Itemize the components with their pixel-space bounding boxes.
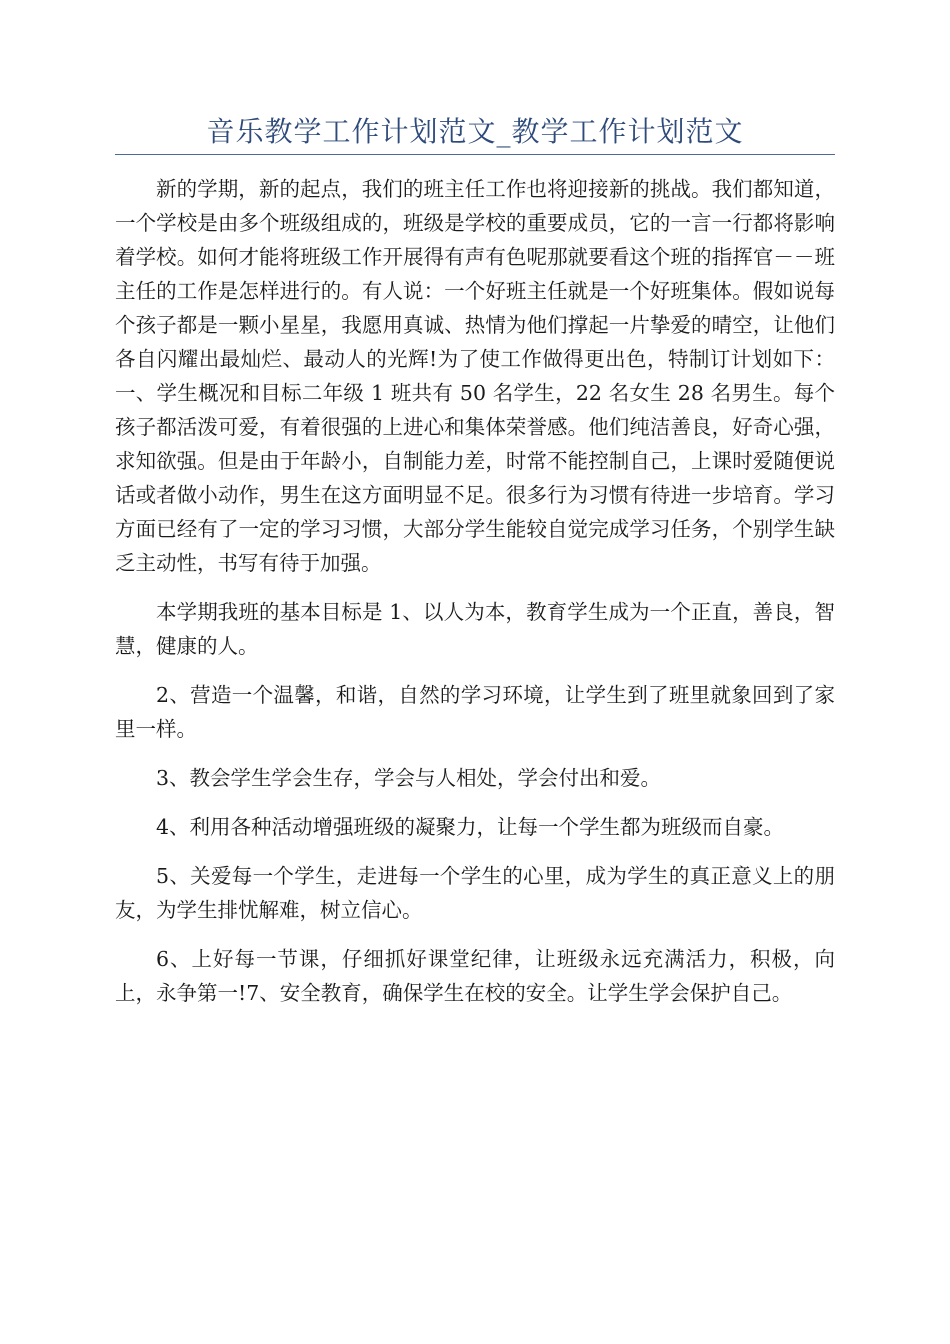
document-body	[115, 172, 835, 1025]
document-title: 音乐教学工作计划范文_教学工作计划范文	[206, 115, 744, 148]
paragraph-goal-1: 本学期我班的基本目标是 1、以人为本，教育学生成为一个正直，善良，智慧，健康的人。	[115, 600, 835, 658]
paragraph-goal-2: 2、营造一个温馨，和谐，自然的学习环境，让学生到了班里就象回到了家里一样。	[115, 683, 835, 741]
paragraph-goal-6-7: 6、上好每一节课，仔细抓好课堂纪律，让班级永远充满活力，积极，向上，永争第一!7、安全教育，确保学生在校的安全。让学生学会保护自己。	[115, 947, 835, 1005]
paragraph-goal-4: 4、利用各种活动增强班级的凝聚力，让每一个学生都为班级而自豪。	[156, 815, 785, 839]
paragraph-goal-5: 5、关爱每一个学生，走进每一个学生的心里，成为学生的真正意义上的朋友，为学生排忧解难，树立信心。	[115, 864, 835, 922]
paragraph-intro: 新的学期，新的起点，我们的班主任工作也将迎接新的挑战。我们都知道，一个学校是由多个班级组成的，班级是学校的重要成员，它的一言一行都将影响着学校。如何才能将班级工作开展得有声有色呢那就要看这个班的指挥官－－班主任的工作是怎样进行的。有人说：一个好班主任就是一个好班集体。假如说每个孩子都是一颗小星星，我愿用真诚、热情为他们撑起一片挚爱的晴空，让他们各自闪耀出最灿烂、最动人的光辉!为了使工作做得更出色，特制订计划如下：一、学生概况和目标二年级 1 班共有 50 名学生，22 名女生 28 名男生。每个孩子都活泼可爱，有着很强的上进心和集体荣誉感。他们纯洁善良，好奇心强，求知欲强。但是由于年龄小，自制能力差，时常不能控制自己，上课时爱随便说话或者做小动作，男生在这方面明显不足。很多行为习惯有待进一步培育。学习方面已经有了一定的学习习惯，大部分学生能较自觉完成学习任务，个别学生缺乏主动性，书写有待于加强。	[115, 177, 835, 575]
title-underline	[115, 154, 835, 155]
paragraph-goal-3: 3、教会学生学会生存，学会与人相处，学会付出和爱。	[156, 766, 662, 790]
